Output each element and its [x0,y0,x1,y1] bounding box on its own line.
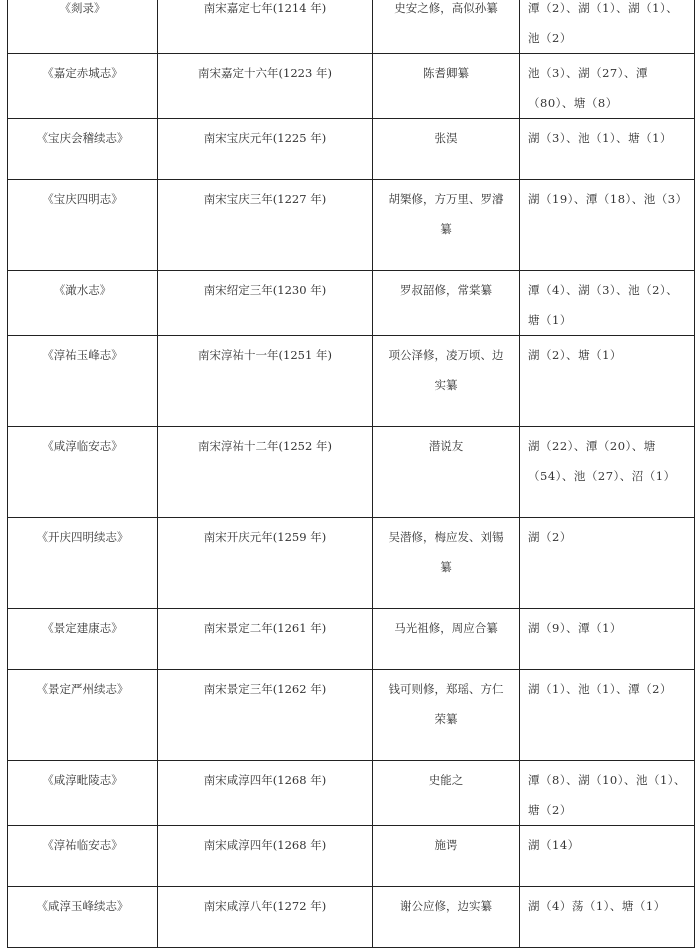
table-row [8,518,695,609]
gazetteer-title: 《景定严州续志》 [8,670,158,761]
compiler: 项公泽修，凌万顷、边实纂 [373,336,520,427]
table-row [8,761,695,826]
table-row [8,180,695,271]
water-body-counts: 湖（22）、潭（20）、塘（54）、池（27）、沼（1） [520,427,695,518]
water-body-counts: 湖（4）荡（1）、塘（1） [520,887,695,948]
compiler: 胡榘修，方万里、罗濬纂 [373,180,520,271]
water-body-counts: 湖（2） [520,518,695,609]
gazetteer-title: 《淳祐临安志》 [8,826,158,887]
compile-date: 南宋景定三年(1262 年) [158,670,373,761]
gazetteer-title: 《咸淳临安志》 [8,427,158,518]
compile-date: 南宋宝庆元年(1225 年) [158,119,373,180]
compile-date: 南宋宝庆三年(1227 年) [158,180,373,271]
compiler: 施谔 [373,826,520,887]
water-body-counts: 潭（4）、湖（3）、池（2）、塘（1） [520,271,695,336]
table-row [8,54,695,119]
compile-date: 南宋咸淳八年(1272 年) [158,887,373,948]
table-row [8,887,695,948]
gazetteer-title: 《宝庆会稽续志》 [8,119,158,180]
gazetteer-title: 《澉水志》 [8,271,158,336]
water-body-counts: 潭（2）、湖（1）、湖（1）、池（2） [520,0,695,54]
gazetteer-title: 《嘉定赤城志》 [8,54,158,119]
compile-date: 南宋绍定三年(1230 年) [158,271,373,336]
table-row [8,271,695,336]
compiler: 陈耆卿纂 [373,54,520,119]
compile-date: 南宋咸淳四年(1268 年) [158,826,373,887]
compiler: 潜说友 [373,427,520,518]
table-row [8,826,695,887]
table-row [8,119,695,180]
gazetteer-title: 《咸淳玉峰续志》 [8,887,158,948]
compiler: 钱可则修，郑瑶、方仁荣纂 [373,670,520,761]
table-row [8,336,695,427]
compile-date: 南宋淳祐十一年(1251 年) [158,336,373,427]
water-body-counts: 湖（19）、潭（18）、池（3） [520,180,695,271]
water-body-counts: 湖（14） [520,826,695,887]
gazetteer-table [7,0,695,948]
gazetteer-title: 《淳祐玉峰志》 [8,336,158,427]
table-row [8,670,695,761]
water-body-counts: 湖（9）、潭（1） [520,609,695,670]
compile-date: 南宋开庆元年(1259 年) [158,518,373,609]
compile-date: 南宋嘉定十六年(1223 年) [158,54,373,119]
compile-date: 南宋咸淳四年(1268 年) [158,761,373,826]
compiler: 史能之 [373,761,520,826]
compiler: 张淏 [373,119,520,180]
compiler: 史安之修，高似孙纂 [373,0,520,54]
gazetteer-title: 《剡录》 [8,0,158,54]
gazetteer-title: 《咸淳毗陵志》 [8,761,158,826]
compile-date: 南宋景定二年(1261 年) [158,609,373,670]
table-row [8,0,695,54]
gazetteer-title: 《宝庆四明志》 [8,180,158,271]
water-body-counts: 潭（8）、湖（10）、池（1）、塘（2） [520,761,695,826]
compiler: 罗叔韶修，常棠纂 [373,271,520,336]
water-body-counts: 湖（1）、池（1）、潭（2） [520,670,695,761]
gazetteer-title: 《景定建康志》 [8,609,158,670]
water-body-counts: 湖（2）、塘（1） [520,336,695,427]
table-row [8,609,695,670]
table-row [8,427,695,518]
compiler: 吴潜修，梅应发、刘锡纂 [373,518,520,609]
compiler: 谢公应修，边实纂 [373,887,520,948]
compile-date: 南宋淳祐十二年(1252 年) [158,427,373,518]
water-body-counts: 湖（3）、池（1）、塘（1） [520,119,695,180]
gazetteer-title: 《开庆四明续志》 [8,518,158,609]
water-body-counts: 池（3）、湖（27）、潭（80）、塘（8） [520,54,695,119]
compiler: 马光祖修，周应合纂 [373,609,520,670]
compile-date: 南宋嘉定七年(1214 年) [158,0,373,54]
